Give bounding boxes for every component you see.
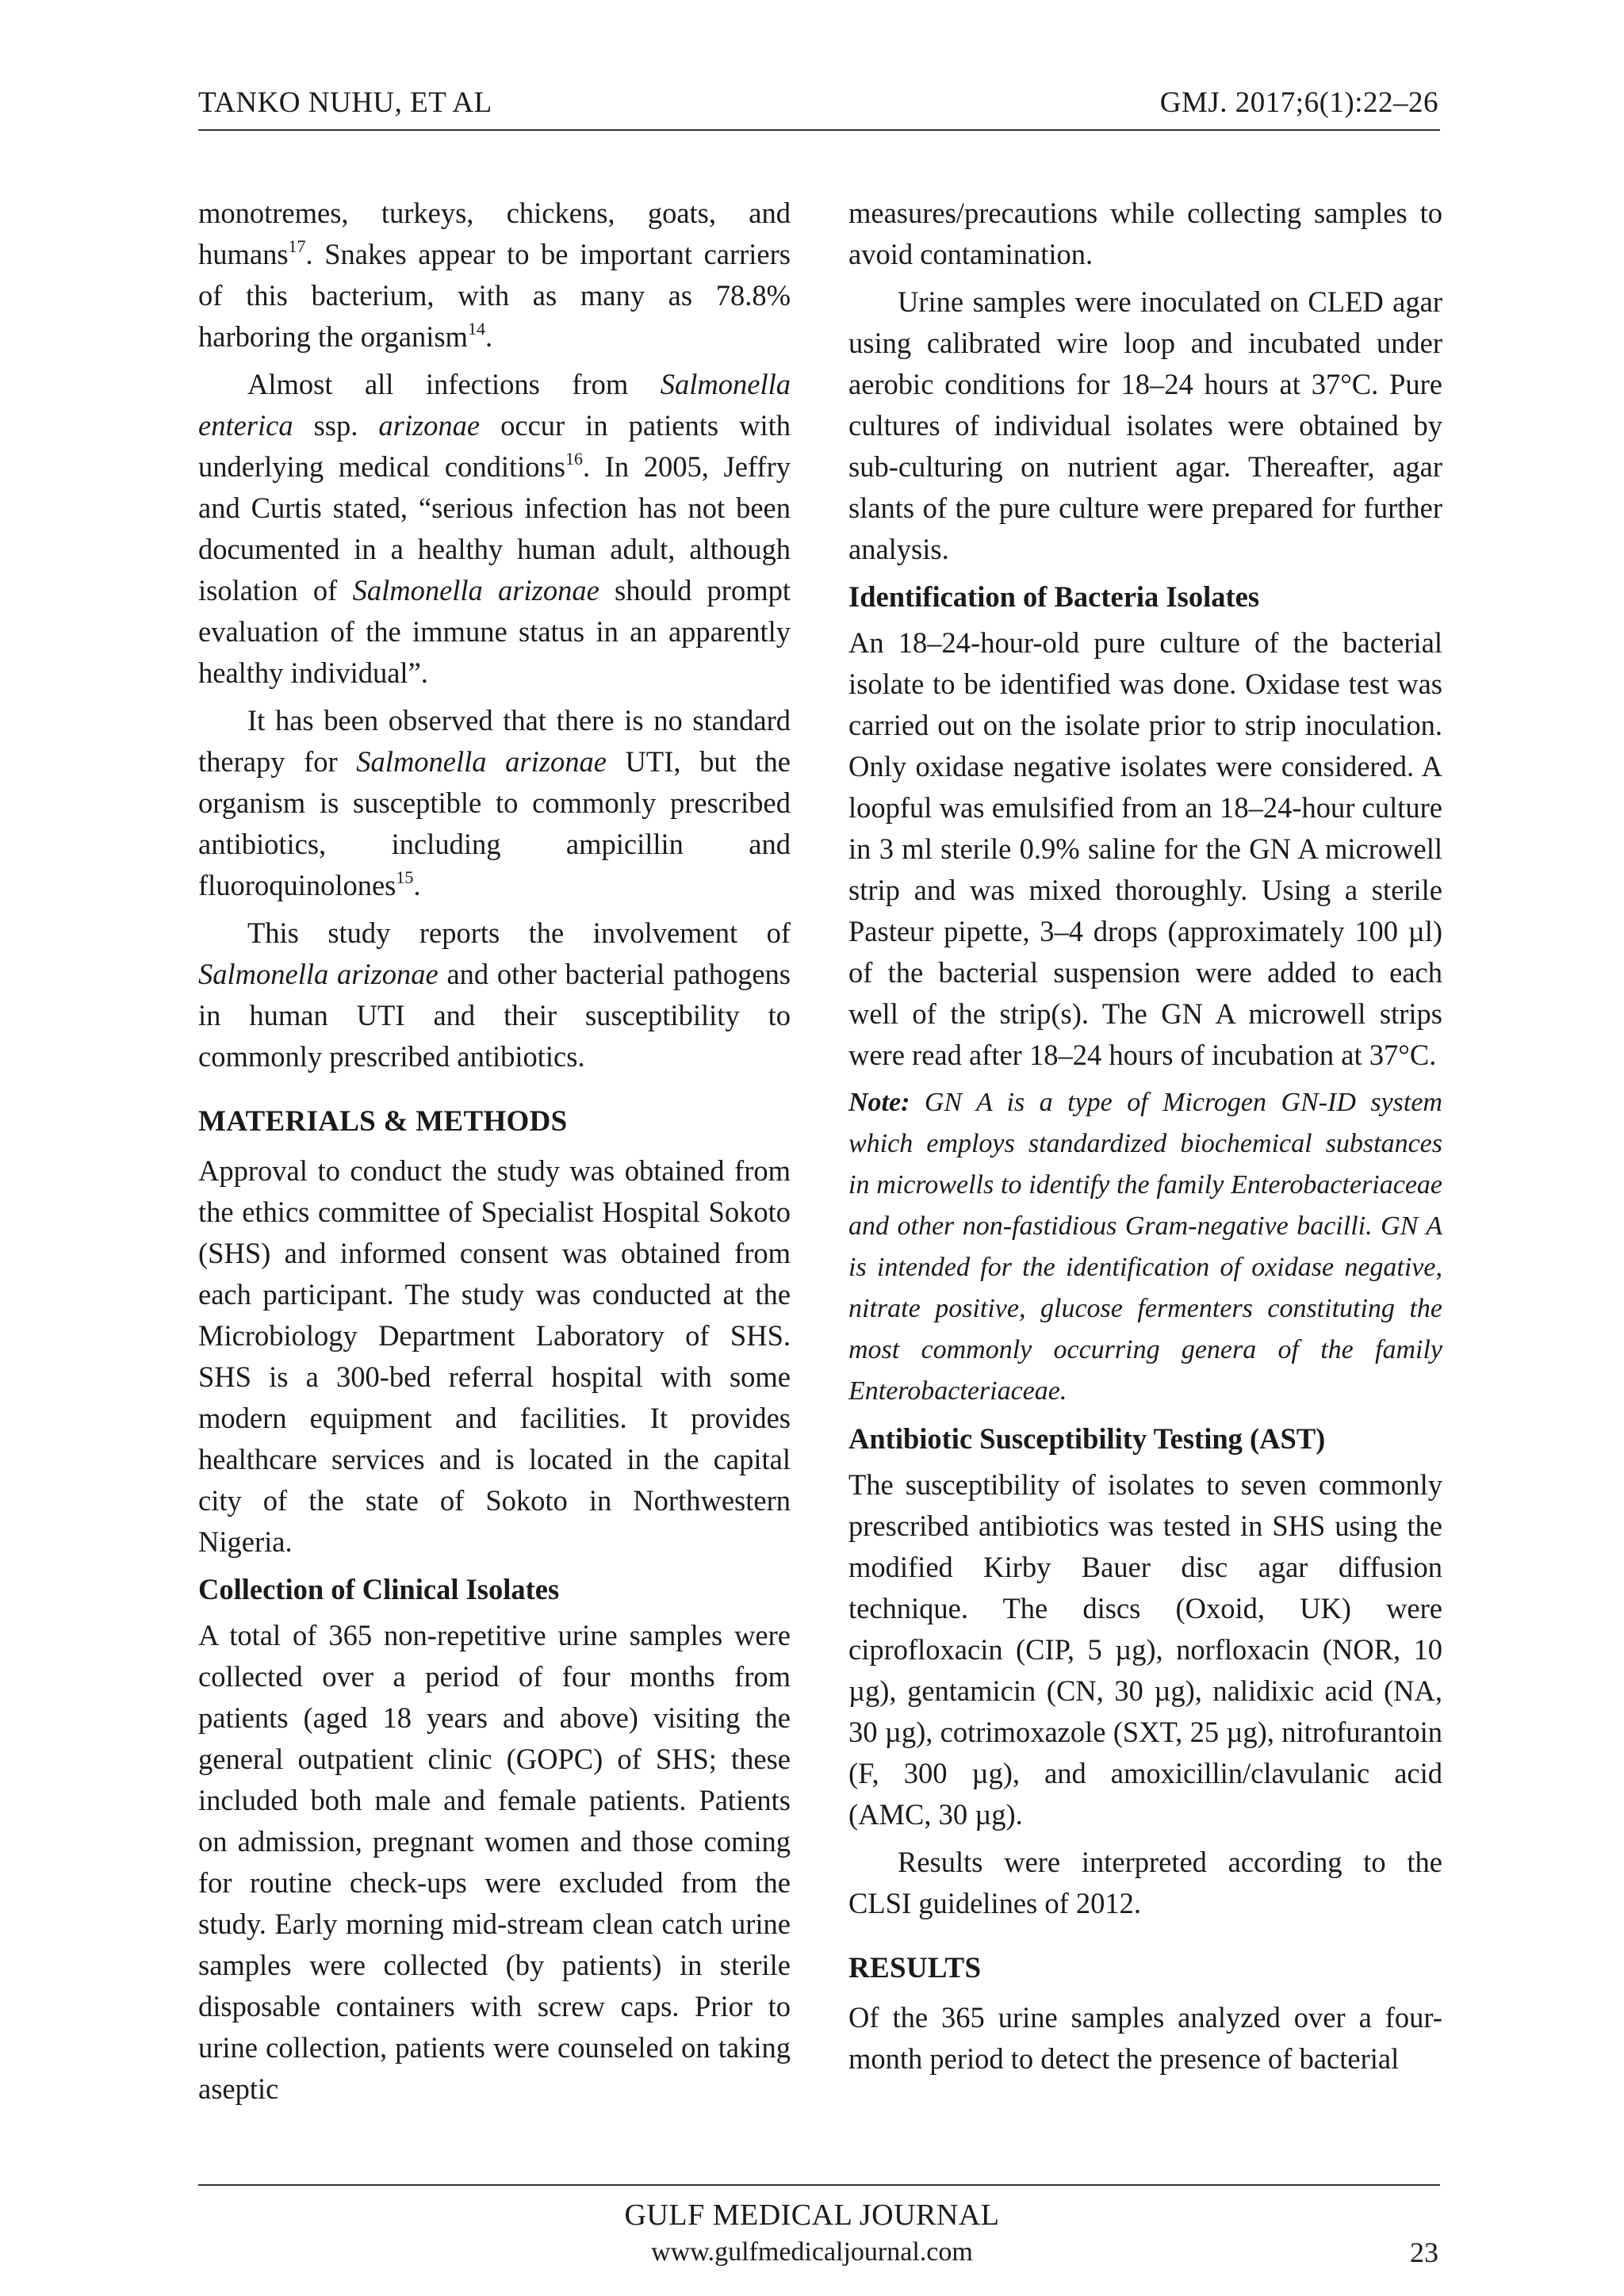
page-number: 23 — [1410, 2237, 1438, 2268]
left-column — [198, 193, 791, 2116]
heading-results: RESULTS — [848, 1952, 982, 1984]
citation-ref: 16 — [565, 448, 583, 469]
running-header-authors: TANKO NUHU, ET AL — [198, 86, 492, 119]
paragraph-hosts: monotremes, turkeys, chickens, goats, and humans$^{17}$. Snakes appear to be important carriers of this bacterium, with as many as 78.8% harboring the organism$^{14}$. — [198, 197, 791, 353]
heading-ast: Antibiotic Susceptibility Testing (AST) — [848, 1422, 1326, 1455]
note-label: Note: — [848, 1088, 910, 1117]
citation-ref: 17 — [288, 235, 306, 256]
running-header-citation: GMJ. 2017;6(1):22–26 — [1159, 86, 1438, 119]
citation-ref: 14 — [467, 318, 485, 339]
paragraph-inoculation: Urine samples were inoculated on CLED agar using calibrated wire loop and incubated under aerobic conditions for 18–24 hours at 37°C. Pure cultures of individual isolates were obtained by sub-culturing on nutrient agar. Thereafter, agar slants of the pure culture were prepared for further analysis. — [848, 285, 1442, 565]
heading-materials-methods: MATERIALS & METHODS — [198, 1105, 568, 1138]
heading-identification: Identification of Bacteria Isolates — [848, 580, 1260, 613]
heading-collection: Collection of Clinical Isolates — [198, 1573, 560, 1605]
footer-divider — [198, 2184, 1440, 2186]
paragraph-clsi: Results were interpreted according to the CLSI guidelines of 2012. — [848, 1846, 1442, 1919]
paragraph-collection: A total of 365 non-repetitive urine samples were collected over a period of four months from patients (aged 18 years and above) visiting the general outpatient clinic (GOPC) of SHS; these included both male and female patients. Patients on admission, pregnant women and those coming for routine check-ups were excluded from the study. Early morning mid-stream clean catch urine samples were collected (by patients) in sterile disposable containers with screw caps. Prior to urine collection, patients were counseled on taking aseptic — [198, 1619, 791, 2105]
paragraph-approval: Approval to conduct the study was obtained from the ethics committee of Specialist Hospital Sokoto (SHS) and informed consent was obtained from each participant. The study was conducted at the Microbiology Department Laboratory of SHS. SHS is a 300-bed referral hospital with some modern equipment and facilities. It provides healthcare services and is located in the capital city of the state of Sokoto in Northwestern Nigeria. — [198, 1154, 791, 1558]
note-paragraph: Note: GN A is a type of Microgen GN-ID system which employs standardized biochemical substances in microwells to identify the family Enterobacteriaceae and other non-fastidious Gram-negative bacilli. GN A is intended for the identification of oxidase negative, nitrate positive, glucose fermenters constituting the most commonly occurring genera of the family Enterobacteriaceae. — [848, 1088, 1442, 1406]
paragraph-precautions: measures/precautions while collecting samples to avoid contamination. — [848, 197, 1442, 270]
paragraph-infections: Almost all infections from Salmonella enterica ssp. arizonae occur in patients with underlying medical conditions$^{16}$. In 2005, Jeffry and Curtis stated, “serious infection has not been documented in a healthy human adult, although isolation of Salmonella arizonae should prompt evaluation of the immune status in an apparently healthy individual”. — [198, 368, 791, 689]
footer-url: www.gulfmedicaljournal.com — [651, 2237, 973, 2267]
right-column — [848, 193, 1442, 2086]
citation-ref: 15 — [396, 867, 414, 887]
paragraph-results: Of the 365 urine samples analyzed over a four-month period to detect the presence of bacterial — [848, 2001, 1442, 2075]
paragraph-therapy: It has been observed that there is no standard therapy for Salmonella arizonae UTI, but the organism is susceptible to commonly prescribed antibiotics, including ampicillin and fluoroquinolones$^{15}$. — [198, 704, 791, 901]
footer-journal-name: GULF MEDICAL JOURNAL — [624, 2198, 1000, 2232]
header-divider — [198, 129, 1440, 131]
paragraph-identification: An 18–24-hour-old pure culture of the bacterial isolate to be identified was done. Oxidase test was carried out on the isolate prior to strip inoculation. Only oxidase negative isolates were considered. A loopful was emulsified from an 18–24-hour culture in 3 ml sterile 0.9% saline for the GN A microwell strip and was mixed thoroughly. Using a sterile Pasteur pipette, 3–4 drops (approximately 100 µl) of the bacterial suspension were added to each well of the strip(s). The GN A microwell strips were read after 18–24 hours of incubation at 37°C. — [848, 626, 1442, 1071]
paragraph-ast: The susceptibility of isolates to seven commonly prescribed antibiotics was tested in SHS using the modified Kirby Bauer disc agar diffusion technique. The discs (Oxoid, UK) were ciprofloxacin (CIP, 5 µg), norfloxacin (NOR, 10 µg), gentamicin (CN, 30 µg), nalidixic acid (NA, 30 µg), cotrimoxazole (SXT, 25 µg), nitrofurantoin (F, 300 µg), and amoxicillin/clavulanic acid (AMC, 30 µg). — [848, 1468, 1442, 1831]
paragraph-study-aim: This study reports the involvement of Salmonella arizonae and other bacterial pathogens in human UTI and their susceptibility to commonly prescribed antibiotics. — [198, 916, 791, 1073]
